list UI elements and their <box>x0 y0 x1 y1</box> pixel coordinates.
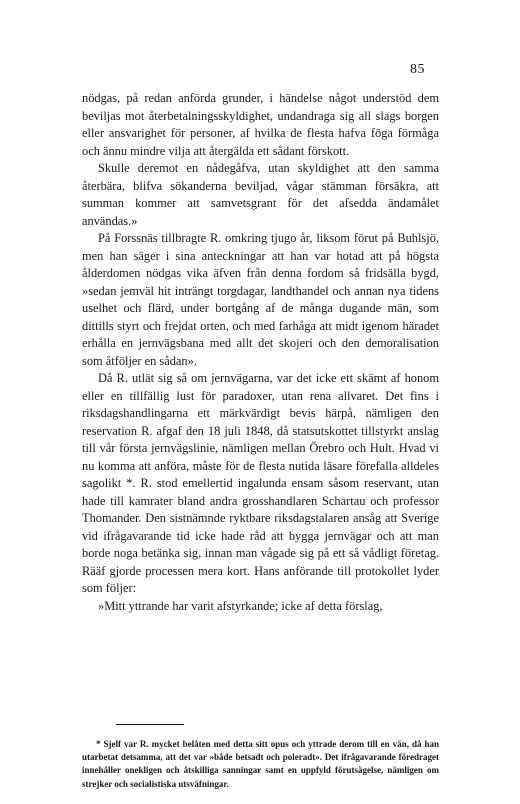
paragraph: Skulle deremot en nådegåfva, utan skyldighet att den samma återbära, blifva sökanderna beviljad, vågar stämman försäkra, att summan kommer att samvetsgrant för det afsedda ändamålet användas.» <box>82 161 439 228</box>
paragraph: »Mitt yttrande har varit afstyrkande; icke af detta förslag, <box>98 598 383 613</box>
paragraph: Då R. utlät sig så om jernvägarna, var det icke ett skämt af honom eller en tillfällig lust för paradoxer, utan rena allvaret. Det fins i riksdagshandlingarna ett märkvärdigt bevis härpå, nämligen den reservation R. afgaf den 18 juli 1848, då statsutskottet tillstyrkt anslag till vår första jernvägslinie, nämligen mellan Örebro och Hult. Hvad vi nu komma att anföra, måste för de flesta nutida läsare förefalla alldeles sagolikt *. R. stod emellertid ingalunda ensam såsom reservant, utan hade till kamrater bland andra grosshandlaren Schartau och professor Thomander. Den sistnämnde ryktbare riksdagstalaren ansåg att Sverige vid ifrågavarande tid icke hade råd att bygga jernvägar och att man borde noga betänka sig, innan man vågade sig på ett så vådligt företag. Rääf gjorde processen mera kort. Hans anförande till protokollet lyder som följer: <box>82 371 439 595</box>
paragraph: nödgas, på redan anförda grunder, i händelse något understöd dem beviljas mot återbetalningsskyldighet, undandraga sig all slags borgen eller ansvarighet för personer, af hvilka de flesta hafva föga förmåga och ännu mindre vilja att återgälda ett sådant förskott. <box>82 91 439 158</box>
footnote: * Sjelf var R. mycket belåten med detta sitt opus och yttrade derom till en vän, då han utarbetat detsamma, att det var »både betsadt och poleradt». Det ifrågavarande föredraget innehåller onekligen och åtskilliga sanningar samt en uppfyld förutsägelse, nämligen om strejker och socialistiska utsväfningar. <box>82 739 439 789</box>
page-number: 85 <box>410 62 425 77</box>
footnote-divider <box>116 724 184 725</box>
body-text <box>82 90 439 615</box>
paragraph: På Forssnäs tillbragte R. omkring tjugo år, liksom förut på Buhlsjö, men han säger i sina anteckningar att han var hotad att på högsta ålderdomen nödgas vika äfven från denna fordom så fridsälla bygd, »sedan jemväl hit inträngt torgdagar, landthandel och annan nya tidens uselhet och flärd, under bortgång af de många dugande män, som dittills styrt och frejdat orten, och med farhåga att midt igenom häradet erhålla en jernvägsbana med allt det skojeri och den demoralisation som åtföljer en sådan». <box>82 231 439 368</box>
